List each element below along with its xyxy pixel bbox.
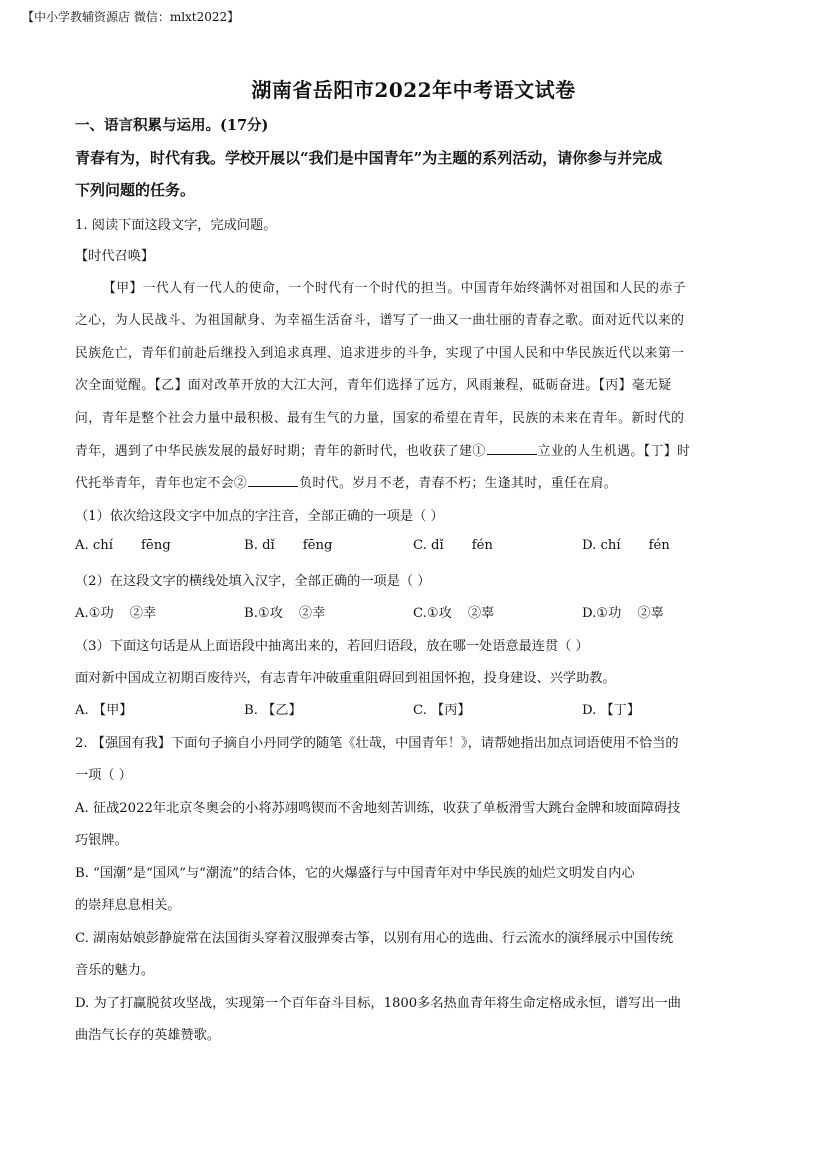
- option-c: C. 【丙】: [413, 703, 471, 718]
- option-a: A. 征战2022年北京冬奥会的小将苏翊鸣锲而不舍地刻苦训练，收获了单板滑雪大跳台金牌和坡面障碍技: [75, 801, 681, 816]
- passage-line: [75, 472, 617, 491]
- passage-line: [75, 440, 690, 459]
- option-b: B. dǐ fēng: [244, 538, 333, 553]
- option-a: A. 【甲】: [75, 703, 133, 718]
- section-intro-line2: 下列问题的任务。: [75, 181, 196, 199]
- passage-text: 负时代。岁月不老，青春不朽；生逢其时，重任在肩。: [299, 476, 618, 491]
- blank-2: [248, 474, 298, 487]
- passage-line: 次全面觉醒。【乙】面对改革开放的大江大河，青年们选择了远方，风雨兼程，砥砺奋进。【丙】毫无疑: [75, 378, 672, 393]
- option-d: D. chí fén: [582, 538, 670, 553]
- option-b: B. “国潮”是“国风”与“潮流”的结合体，它的火爆盛行与中国青年对中华民族的灿烂文明发自内心: [75, 866, 635, 881]
- option-c: C. 湖南姑娘彭静旋常在法国街头穿着汉服弹奏古筝，以别有用心的选曲、行云流水的演绎展示中国传统: [75, 931, 674, 946]
- option-d: D. 【丁】: [582, 703, 641, 718]
- passage-line: 民族危亡，青年们前赴后继投入到追求真理、追求进步的斗争，实现了中国人民和中华民族近代以来第一: [75, 346, 685, 361]
- subquestion-1-stem: （1）依次给这段文字中加点的字注音，全部正确的一项是（ ）: [75, 509, 444, 524]
- subquestion-2-stem: （2）在这段文字的横线处填入汉字，全部正确的一项是（ ）: [75, 574, 431, 589]
- option-d: D.①功 ②辜: [582, 606, 664, 621]
- section-intro-line1: 青春有为，时代有我。学校开展以“我们是中国青年”为主题的系列活动，请你参与并完成: [75, 149, 663, 167]
- option-a-cont: 巧银牌。: [75, 833, 128, 848]
- passage-text: 立业的人生机遇。【丁】时: [537, 444, 691, 459]
- option-d: D. 为了打赢脱贫攻坚战，实现第一个百年奋斗目标，1800多名热血青年将生命定格成永恒，谱写出一曲: [75, 996, 681, 1011]
- option-b: B. 【乙】: [244, 703, 302, 718]
- subquestion-3-stem: （3）下面这句话是从上面语段中抽离出来的，若回归语段，放在哪一处语意最连贯（ ）: [75, 639, 589, 654]
- option-b: B.①攻 ②幸: [244, 606, 326, 621]
- option-c-cont: 音乐的魅力。: [75, 963, 155, 978]
- passage-line: 之心，为人民战斗、为祖国献身、为幸福生活奋斗，谱写了一曲又一曲壮丽的青春之歌。面对近代以来的: [75, 313, 685, 328]
- option-a: A. chí fēng: [75, 538, 171, 553]
- page-title: 湖南省岳阳市2022年中考语文试卷: [251, 78, 576, 102]
- option-d-cont: 曲浩气长存的英雄赞歌。: [75, 1028, 221, 1043]
- question-2-stem: 2. 【强国有我】下面句子摘自小丹同学的随笔《壮哉，中国青年！》，请帮她指出加点词语使用不恰当的: [75, 736, 679, 751]
- option-b-cont: 的崇拜息息相关。: [75, 898, 181, 913]
- section-heading: 一、语言积累与运用。(17分): [75, 117, 269, 134]
- passage-text: 青年，遇到了中华民族发展的最好时期；青年的新时代，也收获了建①: [75, 444, 486, 459]
- option-a: A.①功 ②幸: [75, 606, 157, 621]
- question-2-stem-cont: 一项（ ）: [75, 768, 132, 783]
- option-c: C. dǐ fén: [413, 538, 493, 553]
- header-watermark: 【中小学教辅资源店 微信：mlxt2022】: [22, 10, 240, 24]
- blank-1: [487, 442, 537, 455]
- passage-text: 代托举青年，青年也定不会②: [75, 476, 248, 491]
- option-c: C.①攻 ②辜: [413, 606, 495, 621]
- passage-label: 【时代召唤】: [75, 249, 155, 264]
- passage-line: 问，青年是整个社会力量中最积极、最有生气的力量，国家的希望在青年，民族的未来在青年。新时代的: [75, 411, 685, 426]
- question-1-stem: 1. 阅读下面这段文字，完成问题。: [75, 218, 277, 233]
- passage-line: 【甲】一代人有一代人的使命，一个时代有一个时代的担当。中国青年始终满怀对祖国和人民的赤子: [103, 281, 686, 296]
- subquestion-3-sentence: 面对新中国成立初期百废待兴，有志青年冲破重重阻碍回到祖国怀抱，投身建设、兴学助教。: [75, 671, 616, 686]
